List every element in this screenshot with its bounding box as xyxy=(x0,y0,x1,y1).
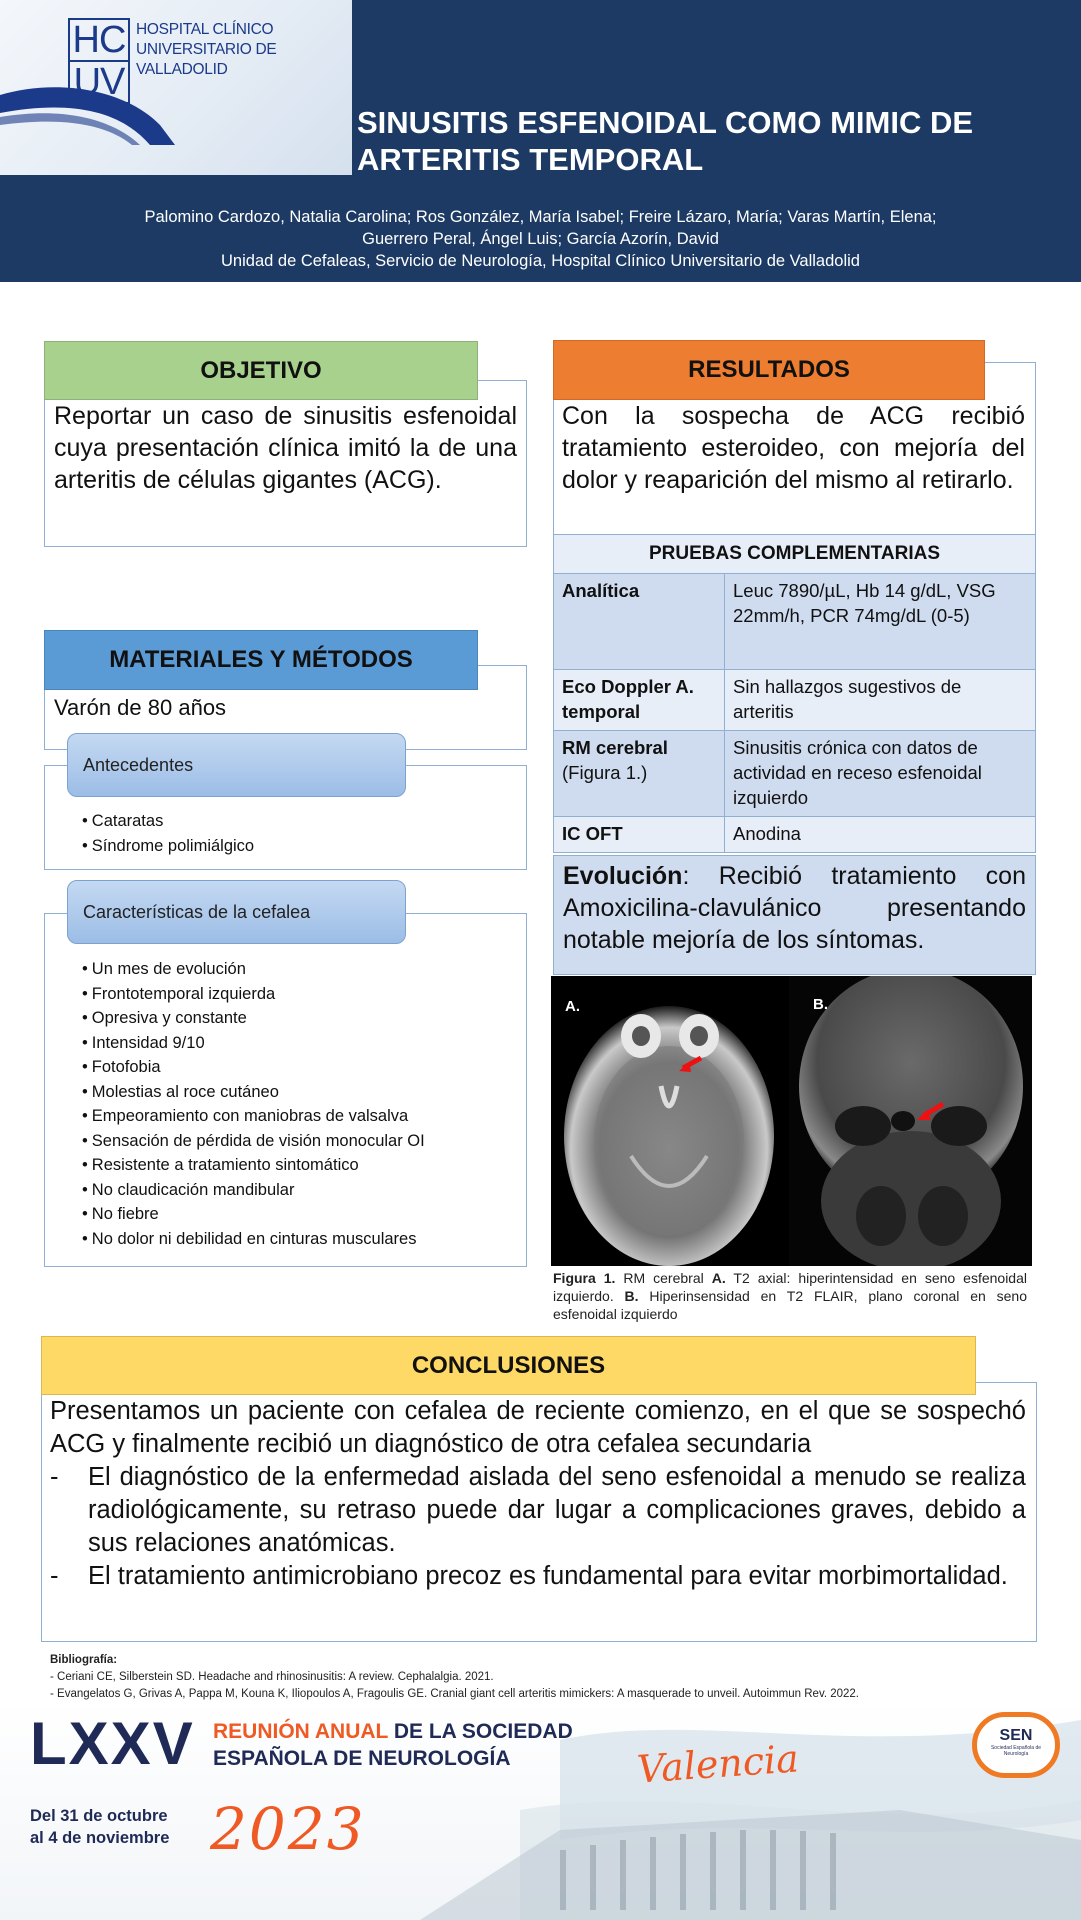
table-cell-key xyxy=(554,670,725,731)
logo-hospital-name xyxy=(136,20,346,80)
table-cell-key xyxy=(554,574,725,670)
objetivo-heading xyxy=(44,341,478,400)
mri-panel-a xyxy=(564,1006,774,1266)
conclusiones-text xyxy=(50,1395,1026,1593)
footer-roman-numeral: LXXV xyxy=(30,1710,195,1777)
affiliation: Unidad de Cefaleas, Servicio de Neurología, Hospital Clínico Universitario de Valladolid xyxy=(221,252,860,270)
conclusion-point xyxy=(50,1560,1026,1593)
caption-fig: Figura 1. xyxy=(553,1270,616,1286)
list-item: • No fiebre xyxy=(82,1202,522,1227)
sen-logo-sub: Sociedad Española de Neurología xyxy=(990,1745,1042,1757)
conclusion-point-text: El diagnóstico de la enfermedad aislada del seno esfenoidal a menudo se realiza radiológicamente, su retraso puede dar lugar a complicaciones graves, debido a sus relaciones anatómicas. xyxy=(88,1463,1026,1557)
table-row xyxy=(554,731,1036,817)
mri-figure xyxy=(551,976,1032,1266)
list-item: • Fotofobia xyxy=(82,1055,522,1080)
footer-banner xyxy=(0,1700,1081,1920)
table-cell-value: Anodina xyxy=(725,817,1036,853)
caption-part-2: T2 axial: hiperintensidad en seno esfenoidal izquierdo. xyxy=(553,1270,1027,1304)
evolucion-box xyxy=(553,855,1036,975)
bibliografia: Bibliografía: - Ceriani CE, Silberstein SD. Headache and rhinosinusitis: A review. Cephalalgia. 2021. - Evangelatos G, Grivas A, Pappa M, Kouna K, Iliopoulos A, Fragoulis GE. Cranial giant cell arteritis mimickers: A masquerade to unveil. Autoimmun Rev. 2022. xyxy=(50,1652,1050,1703)
logo-mark xyxy=(68,18,130,104)
table-row xyxy=(554,574,1036,670)
list-item: • Síndrome polimiálgico xyxy=(82,834,502,859)
antecedentes-label: Antecedentes xyxy=(83,754,194,775)
dash-marker: - xyxy=(50,1463,59,1491)
authors-block xyxy=(30,206,1051,272)
antecedentes-list xyxy=(82,809,502,858)
row-key: Eco Doppler A. temporal xyxy=(562,676,694,722)
footer-year: 2023 xyxy=(210,1795,366,1863)
meeting-line-2: ESPAÑOLA DE NEUROLOGÍA xyxy=(213,1747,511,1770)
row-key: RM cerebral xyxy=(562,737,668,758)
logo-letters-hc: HC xyxy=(70,20,128,62)
table-cell-value: Leuc 7890/µL, Hb 14 g/dL, VSG 22mm/h, PCR 74mg/dL (0-5) xyxy=(725,574,1036,670)
conclusiones-intro: Presentamos un paciente con cefalea de reciente comienzo, en el que se sospechó ACG y finalmente recibió un diagnóstico de otra cefalea secundaria xyxy=(50,1397,1026,1458)
list-item: • Frontotemporal izquierda xyxy=(82,982,522,1007)
conclusiones-heading-text: CONCLUSIONES xyxy=(411,1351,606,1379)
logo-line-2: UNIVERSITARIO DE VALLADOLID xyxy=(136,41,277,78)
dates-line-2: al 4 de noviembre xyxy=(30,1829,170,1847)
bibliografia-label: Bibliografía xyxy=(50,1654,114,1666)
caption-part-1: RM cerebral xyxy=(615,1270,712,1286)
resultados-heading-text: RESULTADOS xyxy=(688,356,850,383)
figure-caption xyxy=(553,1269,1027,1323)
objetivo-text: Reportar un caso de sinusitis esfenoidal cuya presentación clínica imitó la de una arteritis de células gigantes (ACG). xyxy=(54,402,517,494)
title-line-1: SINUSITIS ESFENOIDAL COMO MIMIC DE xyxy=(357,105,974,140)
table-cell-value: Sinusitis crónica con datos de actividad en receso esfenoidal izquierdo xyxy=(725,731,1036,817)
sen-logo-text: SEN xyxy=(999,1727,1033,1744)
list-item: • Resistente a tratamiento sintomático xyxy=(82,1153,522,1178)
list-item: • Molestias al roce cutáneo xyxy=(82,1080,522,1105)
dash-marker: - xyxy=(50,1562,59,1590)
caption-a: A. xyxy=(711,1270,726,1286)
evolucion-label: Evolución xyxy=(563,862,683,890)
footer-dates xyxy=(30,1805,169,1849)
caption-b: B. xyxy=(624,1288,639,1304)
list-item: • Sensación de pérdida de visión monocular OI xyxy=(82,1129,522,1154)
row-key-sub: (Figura 1.) xyxy=(562,762,648,783)
materiales-heading-text: MATERIALES Y MÉTODOS xyxy=(109,646,413,673)
authors-line-2: Guerrero Peral, Ángel Luis; García Azorín, David xyxy=(362,230,719,248)
conclusion-point xyxy=(50,1461,1026,1560)
row-key: IC OFT xyxy=(562,823,623,844)
logo-line-1: HOSPITAL CLÍNICO xyxy=(136,21,274,38)
table-cell-value: Sin hallazgos sugestivos de arteritis xyxy=(725,670,1036,731)
meeting-dark: DE LA SOCIEDAD xyxy=(388,1720,573,1743)
mri-label-a: A. xyxy=(565,998,580,1015)
cefalea-pill xyxy=(67,880,406,944)
objetivo-heading-text: OBJETIVO xyxy=(200,356,322,384)
evolucion-text: : Recibió tratamiento con Amoxicilina-clavulánico presentando notable mejoría de los síntomas. xyxy=(563,862,1026,954)
table-cell-key xyxy=(554,731,725,817)
meeting-orange: REUNIÓN ANUAL xyxy=(213,1720,389,1743)
list-item: • Opresiva y constante xyxy=(82,1006,522,1031)
mri-panel-b xyxy=(789,976,1032,1266)
conclusion-point-text: El tratamiento antimicrobiano precoz es fundamental para evitar morbimortalidad. xyxy=(88,1562,1008,1590)
pruebas-title-text: PRUEBAS COMPLEMENTARIAS xyxy=(649,543,940,564)
bibliografia-ref: - Ceriani CE, Silberstein SD. Headache and rhinosinusitis: A review. Cephalalgia. 2021. xyxy=(50,1671,494,1683)
pruebas-table-wrap xyxy=(553,534,1036,853)
footer-city: Valencia xyxy=(635,1736,801,1792)
pruebas-title xyxy=(553,534,1036,573)
antecedentes-pill xyxy=(67,733,406,797)
list-item: • No dolor ni debilidad en cinturas musculares xyxy=(82,1227,522,1252)
title-line-2: ARTERITIS TEMPORAL xyxy=(357,142,704,177)
pruebas-table xyxy=(553,573,1036,853)
conclusiones-heading xyxy=(41,1336,976,1395)
resultados-heading xyxy=(553,340,985,400)
materiales-heading xyxy=(44,630,478,690)
resultados-text: Con la sospecha de ACG recibió tratamiento esteroideo, con mejoría del dolor y reaparición del mismo al retirarlo. xyxy=(562,402,1025,494)
list-item: • No claudicación mandibular xyxy=(82,1178,522,1203)
patient-description: Varón de 80 años xyxy=(54,695,227,720)
list-item: • Intensidad 9/10 xyxy=(82,1031,522,1056)
authors-line-1: Palomino Cardozo, Natalia Carolina; Ros González, María Isabel; Freire Lázaro, María; Varas Martín, Elena; xyxy=(144,208,937,226)
cefalea-label: Características de la cefalea xyxy=(83,901,311,922)
cefalea-list xyxy=(82,957,522,1251)
list-item: • Empeoramiento con maniobras de valsalva xyxy=(82,1104,522,1129)
poster-title xyxy=(357,104,1077,178)
logo-area xyxy=(0,0,352,175)
table-row xyxy=(554,817,1036,853)
table-cell-key xyxy=(554,817,725,853)
mri-label-b: B. xyxy=(813,996,828,1013)
table-row xyxy=(554,670,1036,731)
list-item: • Cataratas xyxy=(82,809,502,834)
sen-logo xyxy=(972,1712,1060,1778)
logo-letters-uv: UV xyxy=(73,61,125,103)
list-item: • Un mes de evolución xyxy=(82,957,522,982)
caption-part-3: Hiperinsensidad en T2 FLAIR, plano coronal en seno esfenoidal izquierdo xyxy=(553,1288,1027,1322)
dates-line-1: Del 31 de octubre xyxy=(30,1807,168,1825)
bibliografia-ref: - Evangelatos G, Grivas A, Pappa M, Kouna K, Iliopoulos A, Fragoulis GE. Cranial giant cell arteritis mimickers: A masquerade to unveil. Autoimmun Rev. 2022. xyxy=(50,1688,860,1700)
footer-meeting-name xyxy=(213,1718,573,1772)
row-key: Analítica xyxy=(562,580,640,601)
